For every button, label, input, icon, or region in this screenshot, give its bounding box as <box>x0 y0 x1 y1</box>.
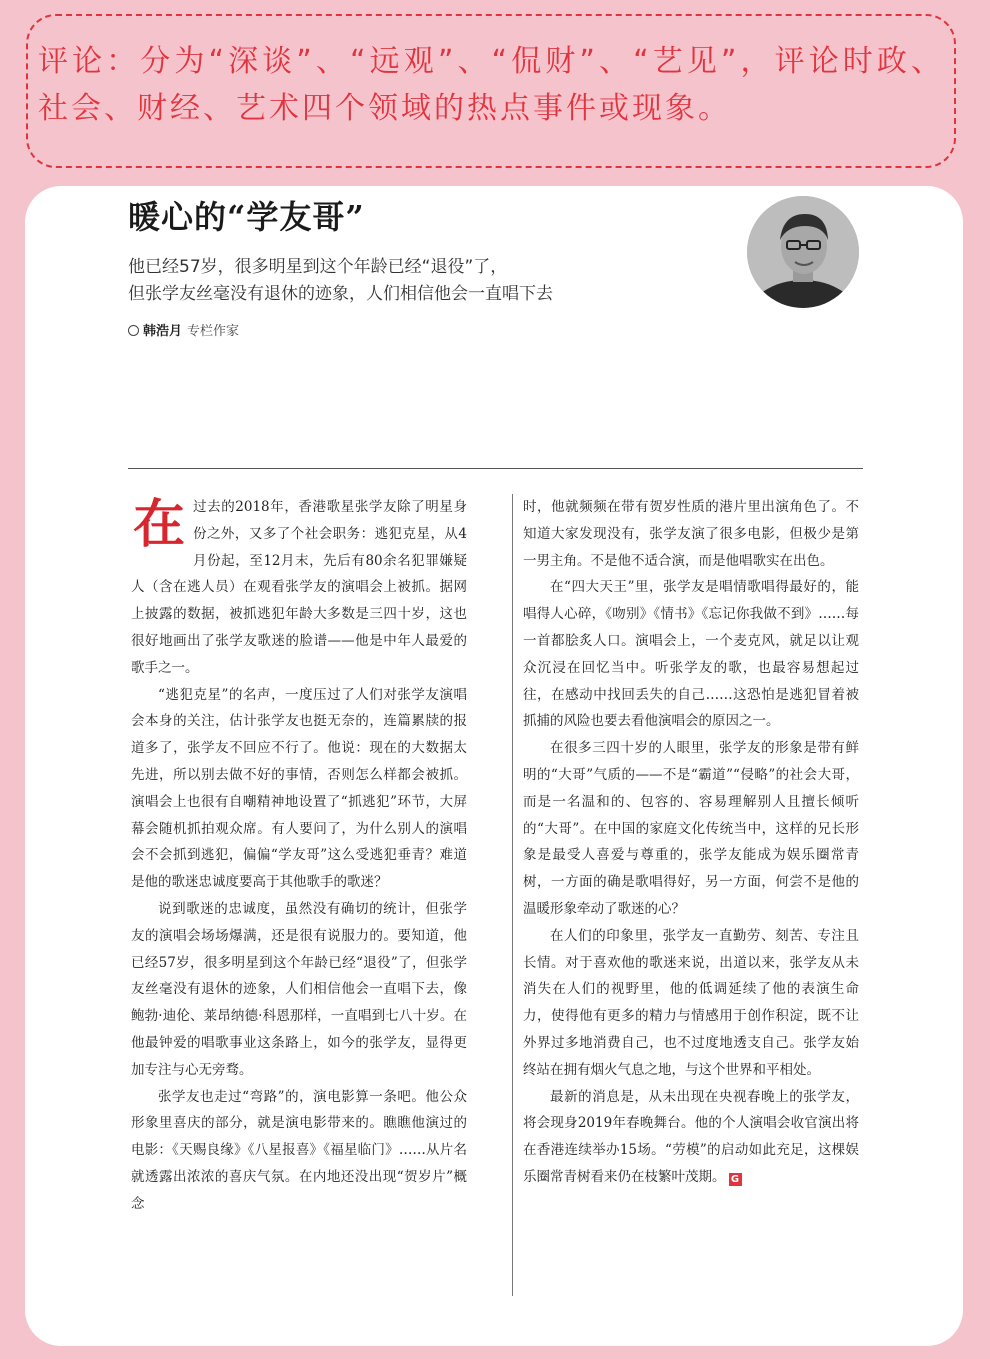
paragraph-3: 说到歌迷的忠诚度，虽然没有确切的统计，但张学友的演唱会场场爆满，还是很有说服力的。要知道，他已经57岁，很多明星到这个年龄已经“退役”了，但张学友丝毫没有退休的迹象，人们相信他会一直唱下去，像鲍勃·迪伦、莱昂纳德·科恩那样，一直唱到七八十岁。在他最钟爱的唱歌事业这条路上，如今的张学友，显得更加专注与心无旁骛。 <box>131 900 467 1078</box>
subtitle-line-1: 他已经57岁，很多明星到这个年龄已经“退役”了， <box>128 257 508 277</box>
author-avatar <box>747 196 859 308</box>
article-title: 暖心的“学友哥” <box>128 198 365 236</box>
article-subtitle <box>128 254 728 308</box>
end-mark-icon: G <box>729 1173 742 1186</box>
paragraph-7: 在很多三四十岁的人眼里，张学友的形象是带有鲜明的“大哥”气质的——不是“霸道”“侵略”的社会大哥，而是一名温和的、包容的、容易理解别人且擅长倾听的“大哥”。在中国的家庭文化传统当中，这样的兄长形象是最受人喜爱与尊重的，张学友能成为娱乐圈常青树，一方面的确是歌唱得好，另一方面，何尝不是他的温暖形象牵动了歌迷的心？ <box>523 740 859 917</box>
column-divider <box>512 494 513 1296</box>
author-portrait-icon <box>747 196 859 308</box>
header-divider <box>128 468 863 469</box>
article-column-left <box>131 494 467 1218</box>
subtitle-line-2: 但张学友丝毫没有退休的迹象，人们相信他会一直唱下去 <box>128 284 553 304</box>
paragraph-9 <box>523 1084 859 1191</box>
article-column-right <box>523 494 859 1191</box>
paragraph-1 <box>131 494 467 682</box>
paragraph-8: 在人们的印象里，张学友一直勤劳、刻苦、专注且长情。对于喜欢他的歌迷来说，出道以来，张学友从未消失在人们的视野里，他的低调延续了他的表演生命力，使得他有更多的精力与情感用于创作积淀，既不让外界过多地消费自己，也不过度地透支自己。张学友始终站在拥有烟火气息之地，与这个世界和平相处。 <box>523 927 859 1078</box>
banner-text: 评论：分为“深谈”、“远观”、“侃财”、“艺见”，评论时政、社会、财经、艺术四个领域的热点事件或现象。 <box>38 44 944 126</box>
author-name: 韩浩月 <box>143 324 183 339</box>
intro-banner <box>26 14 956 168</box>
paragraph-6: 在“四大天王”里，张学友是唱情歌唱得最好的，能唱得人心碎，《吻别》《情书》《忘记你我做不到》……每一首都脍炙人口。演唱会上，一个麦克风，就足以让观众沉浸在回忆当中。听张学友的歌，也最容易想起过往，在感动中找回丢失的自己……这恐怕是逃犯冒着被抓捕的风险也要去看他演唱会的原因之一。 <box>523 579 859 730</box>
article-card <box>25 186 963 1346</box>
paragraph-2: “逃犯克星”的名声，一度压过了人们对张学友演唱会本身的关注，估计张学友也挺无奈的，连篇累牍的报道多了，张学友不回应不行了。他说：现在的大数据太先进，所以别去做不好的事情，否则怎么样都会被抓。演唱会上也很有自嘲精神地设置了“抓逃犯”环节，大屏幕会随机抓拍观众席。有人要问了，为什么别人的演唱会不会抓到逃犯，偏偏“学友哥”这么受逃犯垂青？难道是他的歌迷忠诚度要高于其他歌手的歌迷？ <box>131 686 467 891</box>
circle-bullet-icon <box>128 325 139 336</box>
author-role: 专栏作家 <box>187 324 240 339</box>
paragraph-1-text: 过去的2018年，香港歌星张学友除了明星身份之外，又多了个社会职务：逃犯克星，从4月份起，至12月末，先后有80余名犯罪嫌疑人（含在逃人员）在观看张学友的演唱会上被抓。据网上披露的数据，被抓逃犯年龄大多数是三四十岁，这也很好地画出了张学友歌迷的脸谱——他是中年人最爱的歌手之一。 <box>131 499 467 676</box>
paragraph-5: 时，他就频频在带有贺岁性质的港片里出演角色了。不知道大家发现没有，张学友演了很多电影，但极少是第一男主角。不是他不适合演，而是他唱歌实在出色。 <box>523 499 859 569</box>
paragraph-9-text: 最新的消息是，从未出现在央视春晚上的张学友，将会现身2019年春晚舞台。他的个人演唱会收官演出将在香港连续举办15场。“劳模”的启动如此充足，这棵娱乐圈常青树看来仍在枝繁叶茂期。 <box>523 1088 859 1185</box>
paragraph-4: 张学友也走过“弯路”的，演电影算一条吧。他公众形象里喜庆的部分，就是演电影带来的。瞧瞧他演过的电影：《天赐良缘》《八星报喜》《福星临门》……从片名就透露出浓浓的喜庆气氛。在内地还没出现“贺岁片”概念 <box>131 1088 467 1212</box>
drop-cap: 在 <box>132 494 185 555</box>
byline <box>128 320 239 339</box>
